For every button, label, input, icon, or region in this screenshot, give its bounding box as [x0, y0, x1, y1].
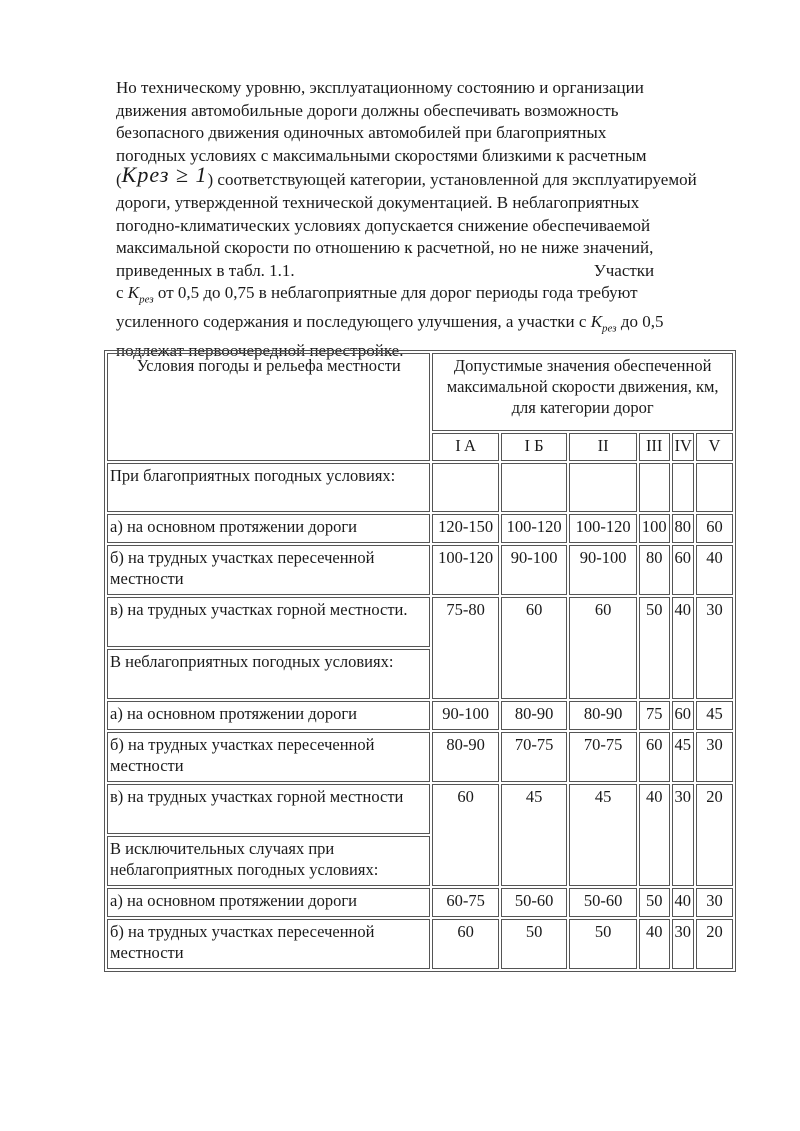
- table-cell: 60: [569, 597, 637, 699]
- table-cell: 50-60: [569, 888, 637, 917]
- table-cell: 75: [639, 701, 670, 730]
- table-header-row: [107, 353, 733, 431]
- paragraph-text: Участки: [593, 260, 655, 280]
- row-label: В исключительных случаях при неблагоприятных погодных условиях:: [107, 836, 430, 886]
- table-row: [107, 597, 733, 647]
- table-row: [107, 732, 733, 782]
- paragraph-line: движения автомобильные дороги должны обеспечивать возможность: [116, 100, 619, 120]
- table-cell: 80-90: [501, 701, 568, 730]
- k-subscript: рез: [602, 322, 617, 335]
- table-cell: 80-90: [569, 701, 637, 730]
- k-subscript: рез: [139, 293, 154, 306]
- table-row: [107, 514, 733, 543]
- row-label: б) на трудных участках пересеченной местности: [107, 732, 430, 782]
- table-cell: 30: [696, 732, 733, 782]
- paragraph-line: максимальной скорости по отношению к расчетной, но не ниже значений,: [116, 238, 654, 258]
- table-cell: 30: [672, 784, 695, 886]
- paragraph-line: подлежат первоочередной перестройке.: [116, 341, 404, 361]
- table-cell: 120-150: [432, 514, 499, 543]
- table-cell: 100-120: [569, 514, 637, 543]
- category-header: III: [639, 433, 670, 461]
- category-header: V: [696, 433, 733, 461]
- row-label: б) на трудных участках пересеченной местности: [107, 545, 430, 595]
- table-cell: [696, 463, 733, 512]
- table-cell: [639, 463, 670, 512]
- table-cell: 45: [672, 732, 695, 782]
- table-cell: 50: [501, 919, 568, 969]
- table-cell: 50-60: [501, 888, 568, 917]
- paren: (: [116, 170, 122, 190]
- table-cell: 70-75: [569, 732, 637, 782]
- table-cell: 90-100: [501, 545, 568, 595]
- table-cell: 60: [501, 597, 568, 699]
- category-header: IV: [672, 433, 695, 461]
- paragraph-line: Но техническому уровню, эксплуатационному состоянию и организации: [116, 78, 644, 97]
- table-cell: 40: [696, 545, 733, 595]
- table-cell: 40: [639, 784, 670, 886]
- row-label: а) на основном протяжении дороги: [107, 701, 430, 730]
- row-label: При благоприятных погодных условиях:: [107, 463, 430, 512]
- category-header: I A: [432, 433, 499, 461]
- row-label: в) на трудных участках горной местности: [107, 784, 430, 834]
- k-symbol: K: [590, 312, 603, 332]
- table-cell: 60: [432, 784, 499, 886]
- table-cell: 60: [639, 732, 670, 782]
- paragraph-text: приведенных в табл. 1.1.: [116, 260, 295, 280]
- table-cell: 80: [672, 514, 695, 543]
- formula-k-rez: Kрез ≥ 1: [121, 162, 208, 188]
- paragraph-line: дороги, утвержденной технической документацией. В неблагоприятных: [116, 192, 640, 212]
- table-row: [107, 919, 733, 969]
- table-cell: 50: [569, 919, 637, 969]
- table-cell: 40: [672, 888, 695, 917]
- speed-table: [104, 350, 736, 972]
- paragraph-text: усиленного содержания и последующего улучшения, а участки с: [116, 312, 591, 332]
- paragraph-line: [116, 311, 736, 340]
- table-cell: 30: [672, 919, 695, 969]
- paragraph-line: погодных условиях с максимальными скоростями близкими к расчетным: [116, 145, 647, 165]
- paragraph-text: от 0,5 до 0,75 в неблагоприятные для дорог периоды года требуют: [153, 283, 638, 303]
- table-cell: 90-100: [432, 701, 499, 730]
- paragraph-text: ) соответствующей категории, установленной для эксплуатируемой: [207, 170, 697, 190]
- table-cell: 100: [639, 514, 670, 543]
- table-cell: 20: [696, 919, 733, 969]
- k-symbol: K: [127, 283, 140, 303]
- table-cell: 75-80: [432, 597, 499, 699]
- paragraph-line: [116, 162, 736, 192]
- table-cell: 45: [501, 784, 568, 886]
- table-row: [107, 701, 733, 730]
- paragraph-line: безопасного движения одиночных автомобилей при благоприятных: [116, 123, 607, 143]
- table-row: [107, 888, 733, 917]
- table-cell: 60: [672, 545, 695, 595]
- header-speed: Допустимые значения обеспеченной максимальной скорости движения, км, для категории дорог: [432, 353, 733, 431]
- table-cell: 30: [696, 597, 733, 699]
- category-header: II: [569, 433, 637, 461]
- row-label: а) на основном протяжении дороги: [107, 514, 430, 543]
- table-cell: 80-90: [432, 732, 499, 782]
- table-cell: 20: [696, 784, 733, 886]
- paragraph-text: до 0,5: [616, 312, 664, 332]
- table-row: [107, 463, 733, 512]
- table-cell: 40: [639, 919, 670, 969]
- table-cell: 60-75: [432, 888, 499, 917]
- table-cell: 60: [672, 701, 695, 730]
- table-cell: 45: [569, 784, 637, 886]
- table-cell: 50: [639, 597, 670, 699]
- table-cell: 70-75: [501, 732, 568, 782]
- table-cell: [501, 463, 568, 512]
- table-cell: 50: [639, 888, 670, 917]
- paragraph-line: [116, 260, 736, 283]
- table-cell: 30: [696, 888, 733, 917]
- table-cell: [672, 463, 695, 512]
- category-header: I Б: [501, 433, 568, 461]
- paragraph-line: [116, 282, 736, 311]
- header-conditions: Условия погоды и рельефа местности: [107, 353, 430, 461]
- table-cell: [432, 463, 499, 512]
- table-cell: [569, 463, 637, 512]
- body-paragraph: [116, 77, 736, 363]
- table-row: [107, 784, 733, 834]
- row-label: а) на основном протяжении дороги: [107, 888, 430, 917]
- table-cell: 100-120: [432, 545, 499, 595]
- row-label: в) на трудных участках горной местности.: [107, 597, 430, 647]
- table-cell: 40: [672, 597, 695, 699]
- table-cell: 60: [696, 514, 733, 543]
- table-cell: 80: [639, 545, 670, 595]
- paragraph-line: погодно-климатических условиях допускается снижение обеспечиваемой: [116, 215, 651, 235]
- table-row: [107, 545, 733, 595]
- table-cell: 90-100: [569, 545, 637, 595]
- table-cell: 100-120: [501, 514, 568, 543]
- paragraph-text: с: [116, 283, 128, 303]
- table-cell: 60: [432, 919, 499, 969]
- row-label: В неблагоприятных погодных условиях:: [107, 649, 430, 699]
- table-cell: 45: [696, 701, 733, 730]
- row-label: б) на трудных участках пересеченной местности: [107, 919, 430, 969]
